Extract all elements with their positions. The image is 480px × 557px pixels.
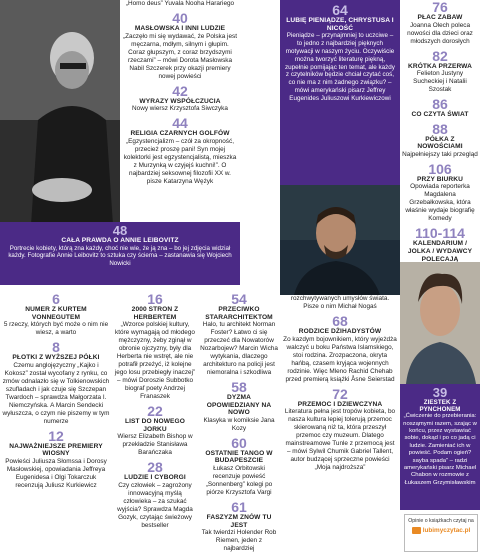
toc-entry[interactable] — [283, 295, 397, 311]
article-number: 16 — [147, 292, 163, 307]
article-number: 48 — [112, 223, 128, 238]
article-text: Halo, tu architekt Norman Foster? Łatwo ci się przeczeć dla Nowatorów Nozarbojew? Marcin Wicha wytykania, dlaczego architekturo na policji jest niemoralna i szkodliwa — [200, 321, 278, 377]
article-text: „Wzorce polskiej kultury, które wymagają od młodego mężczyzny, żeby zginął w obronie ojczyzny, były dla Herberta nie wstręt, ale nie potrafił przeżyć, iż kolejne jego losu przebiegły inaczej” – mówi Doroszie Subbotko biograf poety Andrzej Franaszek — [114, 321, 196, 401]
toc-entry[interactable] — [402, 97, 478, 119]
article-number: 68 — [332, 313, 348, 329]
article-text: Pieniądze – przynajmniej to uczciwe – to jedno z najbardziej pięknych motywacji w naszym życiu. Oczywiście można tworzyć literaturę piękną, zupełnie pomijając ten temat, ale każdy z czytelników będzie chciał czytać coś, co nie ma z nim żadnego związku? – mówi amerykański pisarz Jeffrey Eugenides Juliuszowi Kurkiewiczowi — [285, 32, 395, 103]
toc-entry[interactable] — [123, 84, 237, 114]
toc-entry[interactable] — [402, 0, 478, 46]
toc-entry[interactable] — [2, 429, 110, 490]
article-number: 58 — [231, 379, 247, 396]
article-number: 28 — [147, 459, 163, 476]
article-number: 6 — [52, 292, 60, 307]
article-number: 86 — [432, 96, 448, 113]
article-title: RELIGIA CZARNYCH GOLFÓW — [130, 130, 230, 138]
lubimyczytac-promo[interactable] — [404, 514, 478, 552]
article-number: 44 — [172, 115, 188, 132]
article-text: Czy człowiek – zagrożony innowacyjną myślą człowieka – za szukać wyjścia? Sprawdza Magda Gozyk, czytając świeżowy bestseller — [117, 481, 193, 529]
eugenides-highlight[interactable] — [280, 0, 400, 185]
toc-entry[interactable] — [2, 292, 110, 337]
article-text: Tak twierdzi Holender Rob Riemen, jeden z najbardziej — [201, 529, 277, 553]
article-number: 64 — [332, 2, 348, 18]
toc-entry[interactable] — [402, 122, 478, 159]
toc-entry[interactable] — [402, 49, 478, 95]
article-text: Powieści Juliusza Słomssa i Dorosy Masłowskiej, opowiadania Jeffreya Eugenidesa i Olgi Tokarczuk recenzują Juliusz Kurkiewicz — [5, 457, 107, 489]
article-text: Klasyka w komiksie Jana Kozy — [203, 416, 275, 432]
article-number: 60 — [231, 434, 247, 451]
chabon-highlight[interactable] — [400, 384, 480, 510]
column-2-upper — [120, 0, 240, 222]
article-title: MASŁOWSKA I INNI LUDZIE — [134, 25, 226, 32]
article-number: 106 — [428, 160, 452, 177]
article-number: 76 — [432, 0, 448, 15]
article-title: PŁOTKI Z WYŻSZEJ PÓŁKI — [12, 354, 100, 362]
article-title: DYZMA OPOWIEDZIANY NA NOWO — [206, 394, 272, 417]
toc-entry[interactable] — [283, 387, 397, 473]
article-title: PRZEMOC I DZIEWCZYNA — [297, 400, 383, 408]
article-title: PRZY BIURKU — [416, 175, 464, 183]
article-title: 2000 STRON Z HERBERTEM — [131, 306, 179, 321]
column-2-lower-right — [198, 292, 280, 557]
column-2-lower-left — [112, 292, 198, 557]
article-title: CO CZYTA ŚWIAT — [411, 111, 469, 119]
toc-entry[interactable] — [114, 404, 196, 457]
article-title: OSTATNIE TANGO W BUDAPESZCIE — [205, 449, 273, 465]
toc-entry[interactable] — [200, 500, 278, 553]
article-text: Portrecie kobiety, którą zna każdy, choć nie wie, że ją zna – bo jej zdjęcia widział każdy. Fotografie Annie Leibovitz to sztuka czy ściema – zastanawia się Wojciech Nowicki — [8, 244, 232, 268]
article-number: 12 — [48, 427, 64, 444]
toc-entry[interactable] — [200, 380, 278, 433]
article-text: rozchwytywanych umysłów świata. Pisze o nim Michał Nogaś — [290, 295, 390, 310]
article-number: 39 — [432, 385, 448, 400]
article-title: KRÓTKA PRZERWA — [407, 62, 473, 70]
article-title: FASZYZM ZNÓW TU JEST — [206, 514, 272, 529]
article-title: LIST DO NOWEGO JORKU — [124, 418, 185, 433]
article-number: 110-114 — [415, 225, 465, 242]
article-text: „Ćwiczenie do przebierania: nosząmymi razem, szając w końcu, przez wystawiać sobie, dokąd i po co jadą ci ludzie. Zamieniać ich w powieść. Podam ogień? sayba spada” – radzi amerykański pisarz Michael Chabon w rozmowie z Łukaszem Grzymisławskim — [403, 413, 477, 486]
article-title: PÓŁKA Z NOWOŚCIAMI — [417, 135, 463, 151]
toc-entry[interactable] — [402, 226, 478, 262]
toc-entry[interactable] — [114, 292, 196, 401]
article-title: RODZICE DŻIHADYSTÓW — [298, 328, 382, 335]
article-text: „Egzystencjalizm – czół za okropność, przecież proszę pani! Syn mojej kolektorki jest egzystencjalistą, mieszka z Murzynką w czyjejś kuchni!”. O najbardziej seksownej filozofii XX w. pisze Katarzyna Wężyk — [123, 137, 237, 185]
article-text: „Zaczęło mi się wydawać, że Polska jest męczarna, mdłym, silnym i głupim. Coraz głupszym, z coraz brzydszymi rzeczami” – mówi Dorota Masłowska Nabil Szczerek przy okazji premiery nowej powieści — [123, 32, 238, 80]
toc-entry[interactable] — [2, 340, 110, 426]
article-text: Czemu anglojęzyczny „Kajko i Kokosz” został wycofany z rynku, co zmów odnalazło się w Tolkienowskich szufladach i jak czuje się Szczepan Twardoch – sprawdza Małgorzata I. Niemczyńska. A Marcin Sendecki wyłuszcza, o czym nie piszemy w tym numerze — [2, 361, 110, 425]
article-number: 8 — [52, 339, 60, 356]
article-text: Felieton Justyny Sucheckiej i Natalii Szostak — [413, 70, 467, 94]
photo-michael-chabon — [400, 262, 480, 384]
article-number: 72 — [332, 385, 348, 402]
toc-entry[interactable] — [402, 162, 478, 224]
article-title: ZIESTEK Z PYNCHONEM — [419, 399, 461, 414]
article-text: Opowiada reporterka Magdalena Grzebałkowska, która właśnie wydaje biografię Komedy — [405, 183, 475, 223]
article-title: LUDZIE I CYBORGI — [124, 474, 186, 482]
photo-jeffrey-eugenides — [280, 185, 400, 295]
toc-entry[interactable] — [200, 292, 278, 377]
article-title: NUMER Z KURTEM VONNEGUTEM — [25, 306, 87, 321]
leibovitz-caption — [0, 222, 240, 285]
toc-entry[interactable] — [283, 314, 397, 384]
continued-text: „Homo deus” Yuvala Nooha Harariego — [125, 0, 235, 7]
article-number: 42 — [172, 82, 188, 99]
article-number: 88 — [432, 120, 448, 137]
article-text: Nowy wiersz Krzysztofa Siwczyka — [132, 105, 228, 113]
toc-entry[interactable] — [114, 460, 196, 530]
article-title: NAJWAŻNIEJSZE PREMIERY WIOSNY — [9, 442, 103, 458]
column-1 — [0, 292, 112, 557]
promo-brand: lubimyczytac.pl — [422, 527, 471, 535]
article-text: 5 rzeczy, których być może o nim nie wiesz, a warto — [3, 321, 109, 337]
article-number: 40 — [172, 10, 188, 26]
article-title: KALENDARIUM / JOLKA / WYDAWCY POLECAJĄ — [407, 240, 473, 262]
promo-text: Opinie o książkach czytaj na — [408, 518, 474, 524]
toc-entry[interactable] — [123, 11, 237, 81]
article-title: WYRAZY WSPÓŁCZUCIA — [139, 97, 221, 105]
article-number: 22 — [147, 403, 163, 420]
article-text: Joanna Olech poleca nowości dla dzieci oraz młodszych dorosłych — [407, 21, 473, 45]
article-number: 54 — [231, 292, 247, 307]
article-title: CAŁA PRAWDA O ANNIE LEIBOVITZ — [61, 237, 179, 244]
article-text: Zo kazdym bojownikiem, który wyjeżdża walczyć u boku Państwa Islamskiego, stoi rodzina. Zrozpaczona, okryta hańbą, czasem kryjąca wojennych rodzinie. Więc Mleno Rachid Chehab przed premierą książki Åsne Seierstad — [283, 335, 397, 383]
article-title: PŁAC ZABAW — [417, 14, 463, 21]
article-number: 61 — [231, 499, 247, 516]
column-4 — [400, 0, 480, 262]
article-text: Literatura pełna jest tropów kobieta, bo nasza kultura lepiej tolerują przemoc skierowaną niż ta, która przeszył przemoc czy muzeum. Dlatego mainstreamowe Tunle z przemocą jest – mówi Sylwil Chumik Gabriel Tallent, autor budzącej sprzeczne powieści „Moja najdroższa” — [284, 408, 396, 472]
article-title: LUBIĘ PIENIĄDZE, CHRYSTUSA I NICOŚĆ — [286, 17, 394, 32]
article-text: Łukasz Orbitowski recenzuje powieść „Sonnenberg” kolegi po piórze Krzysztofa Vargi — [205, 465, 273, 497]
toc-entry[interactable] — [123, 116, 237, 186]
article-text: Wiersz Elizabeth Bishop w przekładzie Stanisława Barańczaka — [117, 433, 193, 457]
article-number: 82 — [432, 47, 448, 64]
article-title: PRZECIWKO STARARCHITEKTOM — [205, 306, 273, 321]
column-3 — [280, 295, 400, 557]
toc-entry[interactable] — [200, 436, 278, 497]
book-icon — [412, 527, 421, 534]
photo-annie-leibovitz — [0, 0, 120, 240]
article-text: Najpełniejszy taki przegląd — [402, 150, 478, 158]
